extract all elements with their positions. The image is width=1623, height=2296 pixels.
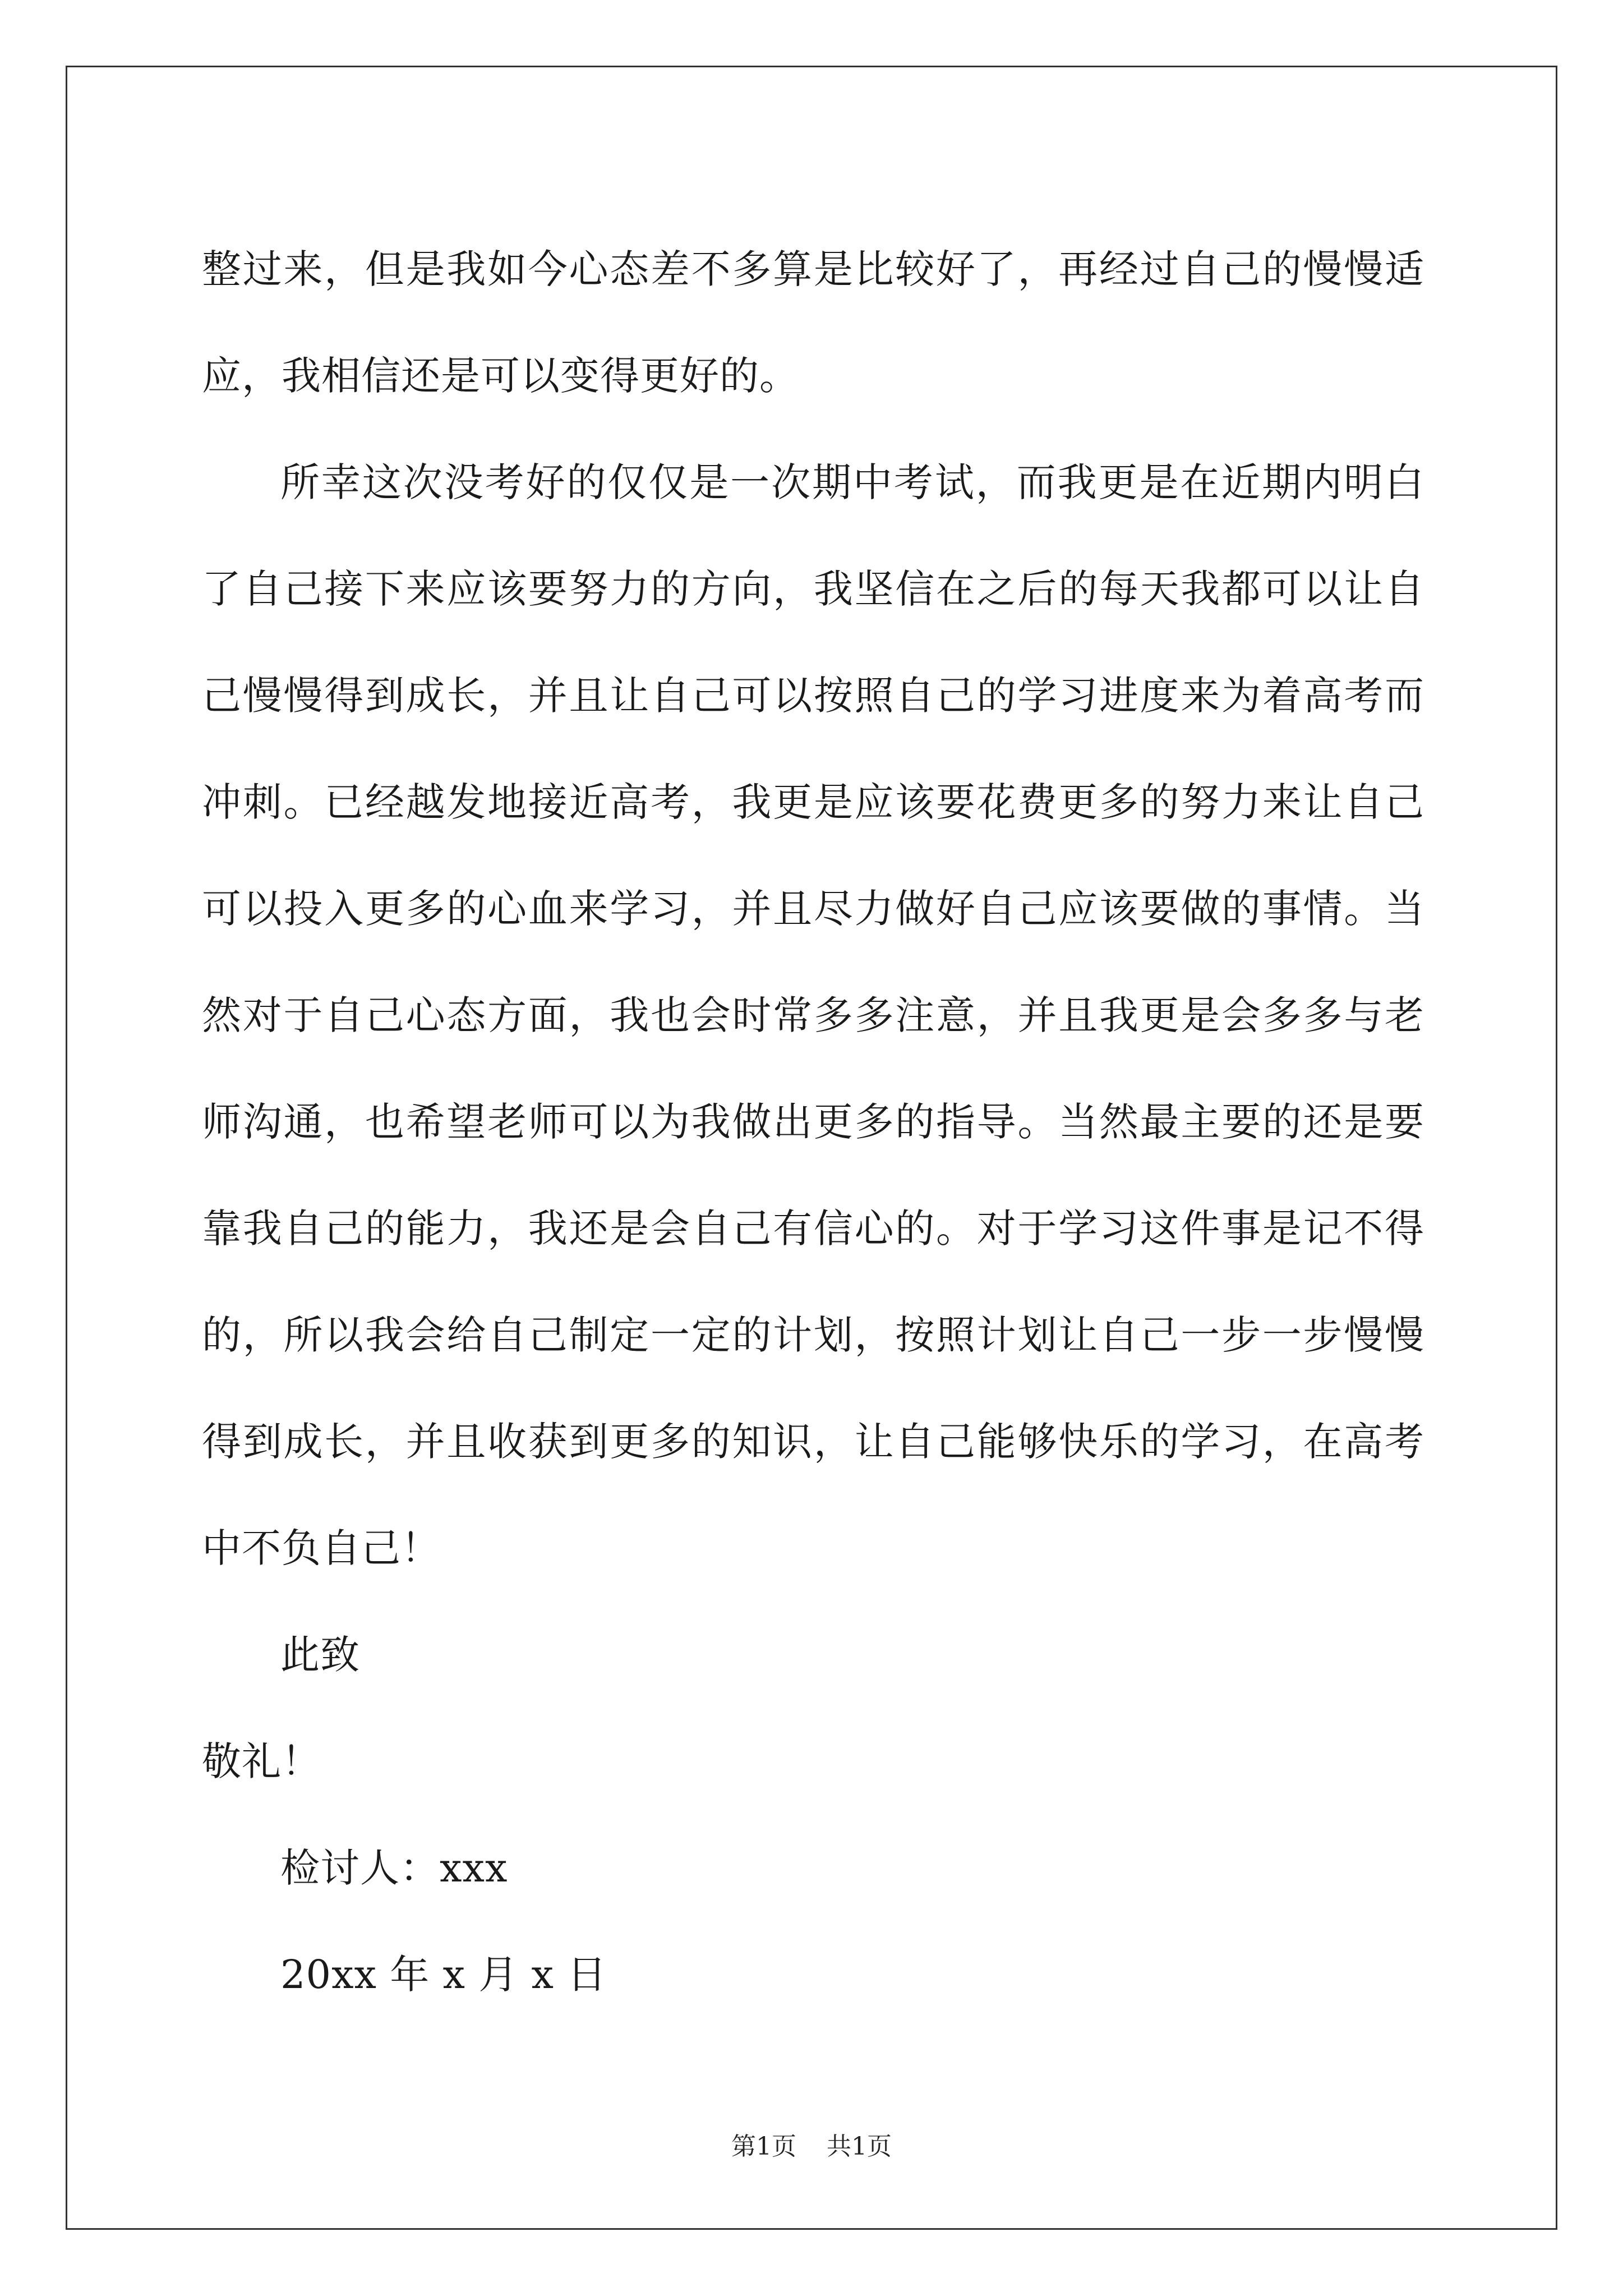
paragraph-line: 师沟通，也希望老师可以为我做出更多的指导。当然最主要的还是要 xyxy=(202,1099,1424,1145)
paragraph-line: 的，所以我会给自己制定一定的计划，按照计划让自己一步一步慢慢 xyxy=(202,1312,1424,1358)
paragraph-line: 然对于自己心态方面，我也会时常多多注意，并且我更是会多多与老 xyxy=(202,992,1424,1038)
paragraph-2 xyxy=(202,429,1424,1602)
paragraph-line: 中不负自己！ xyxy=(202,1525,441,1571)
paragraph-line: 己慢慢得到成长，并且让自己可以按照自己的学习进度来为着高考而 xyxy=(202,673,1424,719)
paragraph-line: 了自己接下来应该要努力的方向，我坚信在之后的每天我都可以让自 xyxy=(202,566,1424,612)
paragraph-line: 所幸这次没考好的仅仅是一次期中考试，而我更是在近期内明白 xyxy=(280,459,1424,505)
paragraph-1 xyxy=(202,216,1424,429)
signer: 检讨人：xxx xyxy=(280,1845,508,1891)
page-total: 共1页 xyxy=(827,2132,892,2161)
page-number: 第1页 xyxy=(731,2132,796,2161)
salutation: 此致 xyxy=(280,1632,360,1678)
paragraph-line: 整过来，但是我如今心态差不多算是比较好了，再经过自己的慢慢适 xyxy=(202,246,1424,292)
paragraph-line: 应，我相信还是可以变得更好的。 xyxy=(202,353,799,399)
page-footer xyxy=(0,2126,1623,2162)
document-body xyxy=(202,216,1424,2028)
regards: 敬礼！ xyxy=(202,1738,321,1784)
paragraph-line: 得到成长，并且收获到更多的知识，让自己能够快乐的学习，在高考 xyxy=(202,1419,1424,1465)
paragraph-line: 可以投入更多的心血来学习，并且尽力做好自己应该要做的事情。当 xyxy=(202,886,1424,932)
paragraph-line: 冲刺。已经越发地接近高考，我更是应该要花费更多的努力来让自己 xyxy=(202,779,1424,825)
closing-block xyxy=(202,1602,1424,2028)
date: 20xx 年 x 月 x 日 xyxy=(280,1952,607,1998)
paragraph-line: 靠我自己的能力，我还是会自己有信心的。对于学习这件事是记不得 xyxy=(202,1205,1424,1251)
